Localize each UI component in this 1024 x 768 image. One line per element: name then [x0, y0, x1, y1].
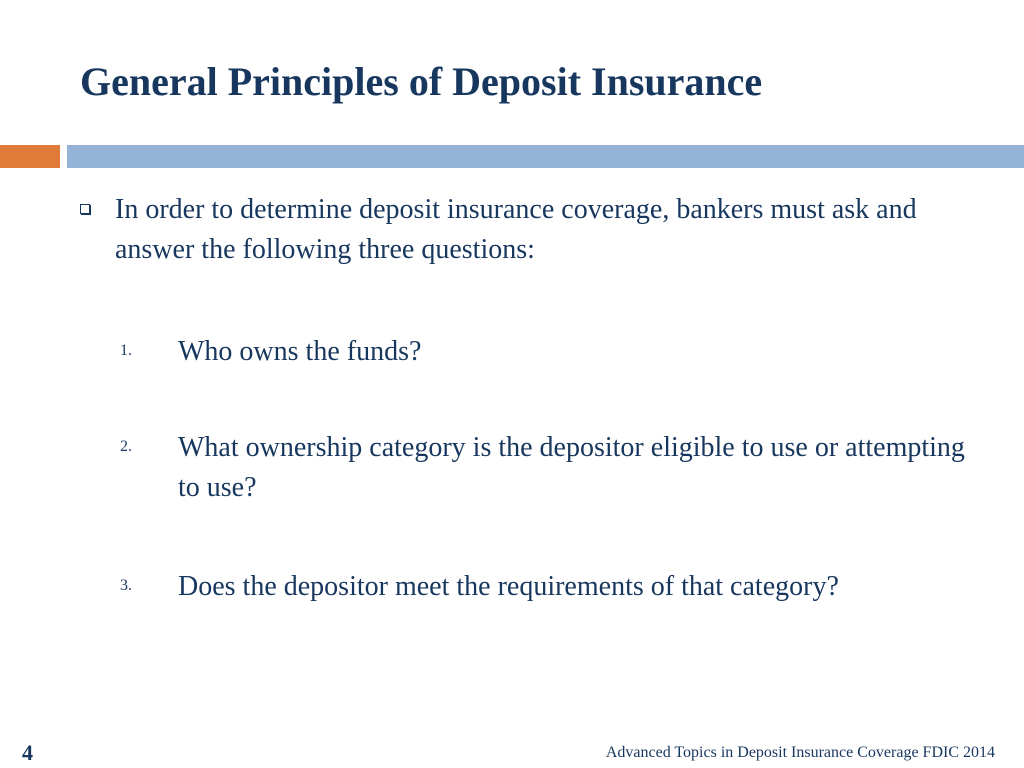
- question-text: What ownership category is the depositor eligible to use or attempting to use?: [178, 432, 965, 503]
- question-number: 1.: [120, 342, 132, 359]
- hollow-square-bullet-icon: [80, 204, 90, 214]
- page-number: 4: [22, 740, 33, 765]
- footer-text: Advanced Topics in Deposit Insurance Coverage FDIC 2014: [605, 744, 995, 761]
- main-bullet-text: In order to determine deposit insurance coverage, bankers must ask and answer the following three questions:: [115, 194, 917, 265]
- question-number: 2.: [120, 438, 132, 455]
- slide-title: General Principles of Deposit Insurance: [80, 59, 763, 104]
- title-accent-bar: [0, 145, 60, 168]
- question-text: Does the depositor meet the requirements of that category?: [178, 571, 839, 602]
- title-divider-bar: [67, 145, 1024, 168]
- question-number: 3.: [120, 577, 132, 594]
- question-text: Who owns the funds?: [178, 336, 422, 367]
